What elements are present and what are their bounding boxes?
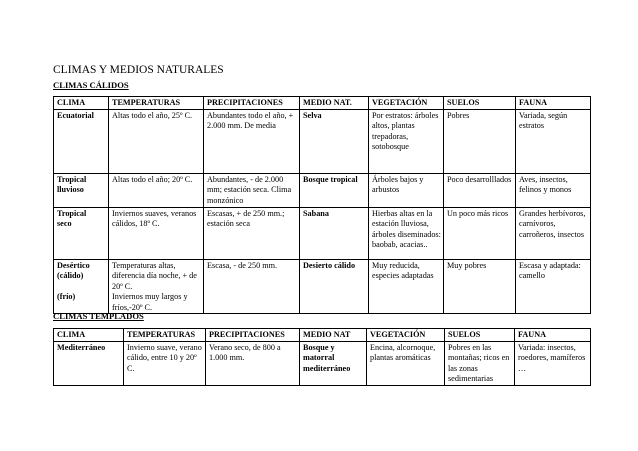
header-medio: MEDIO NAT. [300, 97, 369, 110]
header-fauna: FAUNA [516, 97, 591, 110]
header-medio: MEDIO NAT [300, 329, 367, 342]
cell-suelos: Pobres [444, 110, 516, 174]
cell-clima: Tropical lluvioso [54, 174, 109, 208]
cell-medio: Sabana [300, 208, 369, 260]
cell-clima: Desértico (cálido) (frío) [54, 260, 109, 314]
cell-precipitaciones: Verano seco, de 800 a 1.000 mm. [206, 342, 300, 386]
section-title-calidos: CLIMAS CÁLIDOS [53, 80, 129, 90]
header-vegetacion: VEGETACIÓN [369, 97, 444, 110]
table-row [54, 174, 591, 208]
cell-clima: Mediterráneo [54, 342, 124, 386]
cell-vegetacion: Por estratos: árboles altos, plantas trepadoras, sotobosque [369, 110, 444, 174]
cell-fauna: Escasa y adaptada: camello [516, 260, 591, 314]
cell-precipitaciones: Escasas, + de 250 mm.; estación seca [204, 208, 300, 260]
cell-temperaturas: Altas todo el año; 20º C. [109, 174, 204, 208]
header-suelos: SUELOS [445, 329, 515, 342]
cell-suelos: Muy pobres [444, 260, 516, 314]
header-vegetacion: VEGETACIÓN [367, 329, 445, 342]
cell-vegetacion: Muy reducida, especies adaptadas [369, 260, 444, 314]
section-title-templados: CLIMAS TEMPLADOS [53, 311, 144, 321]
table-row [54, 208, 591, 260]
cell-fauna: Variada: insectos, roedores, mamíferos … [515, 342, 591, 386]
cell-medio: Bosque tropical [300, 174, 369, 208]
header-precipitaciones: PRECIPITACIONES [204, 97, 300, 110]
cell-temperaturas: Invierno suave, verano cálido, entre 10 y 20º C. [124, 342, 206, 386]
document-title: CLIMAS Y MEDIOS NATURALES [53, 64, 224, 76]
cell-temperaturas: Temperaturas altas, diferencia día noche, + de 20º C. Inviernos muy largos y fríos,-20º C. [109, 260, 204, 314]
header-clima: CLIMA [54, 97, 109, 110]
cell-fauna: Grandes herbívoros, carnívoros, carroñeros, insectos [516, 208, 591, 260]
header-fauna: FAUNA [515, 329, 591, 342]
cell-vegetacion: Hierbas altas en la estación lluviosa, árboles diseminados: baobab, acacias.. [369, 208, 444, 260]
table-header-row [54, 329, 591, 342]
cell-precipitaciones: Abundantes todo el año, + 2.000 mm. De media [204, 110, 300, 174]
table-row [54, 342, 591, 386]
cell-medio: Desierto cálido [300, 260, 369, 314]
cell-suelos: Poco desarrolllados [444, 174, 516, 208]
cell-fauna: Aves, insectos, felinos y monos [516, 174, 591, 208]
header-clima: CLIMA [54, 329, 124, 342]
cell-clima: Ecuatorial [54, 110, 109, 174]
cell-vegetacion: Encina, alcornoque, plantas aromáticas [367, 342, 445, 386]
header-temperaturas: TEMPERATURAS [124, 329, 206, 342]
cell-medio: Bosque y matorral mediterráneo [300, 342, 367, 386]
climas-calidos-table [53, 96, 591, 314]
cell-precipitaciones: Escasa, - de 250 mm. [204, 260, 300, 314]
cell-suelos: Pobres en las montañas; ricos en las zonas sedimentarias [445, 342, 515, 386]
cell-suelos: Un poco más ricos [444, 208, 516, 260]
cell-precipitaciones: Abundantes, - de 2.000 mm; estación seca. Clima monzónico [204, 174, 300, 208]
header-precipitaciones: PRECIPITACIONES [206, 329, 300, 342]
table-header-row [54, 97, 591, 110]
cell-temperaturas: Inviernos suaves, veranos cálidos, 18º C. [109, 208, 204, 260]
header-suelos: SUELOS [444, 97, 516, 110]
table-row [54, 260, 591, 314]
climas-templados-table [53, 328, 591, 386]
header-temperaturas: TEMPERATURAS [109, 97, 204, 110]
cell-medio: Selva [300, 110, 369, 174]
cell-clima: Tropical seco [54, 208, 109, 260]
table-row [54, 110, 591, 174]
cell-fauna: Variada, según estratos [516, 110, 591, 174]
cell-temperaturas: Altas todo el año, 25º C. [109, 110, 204, 174]
cell-vegetacion: Árboles bajos y arbustos [369, 174, 444, 208]
